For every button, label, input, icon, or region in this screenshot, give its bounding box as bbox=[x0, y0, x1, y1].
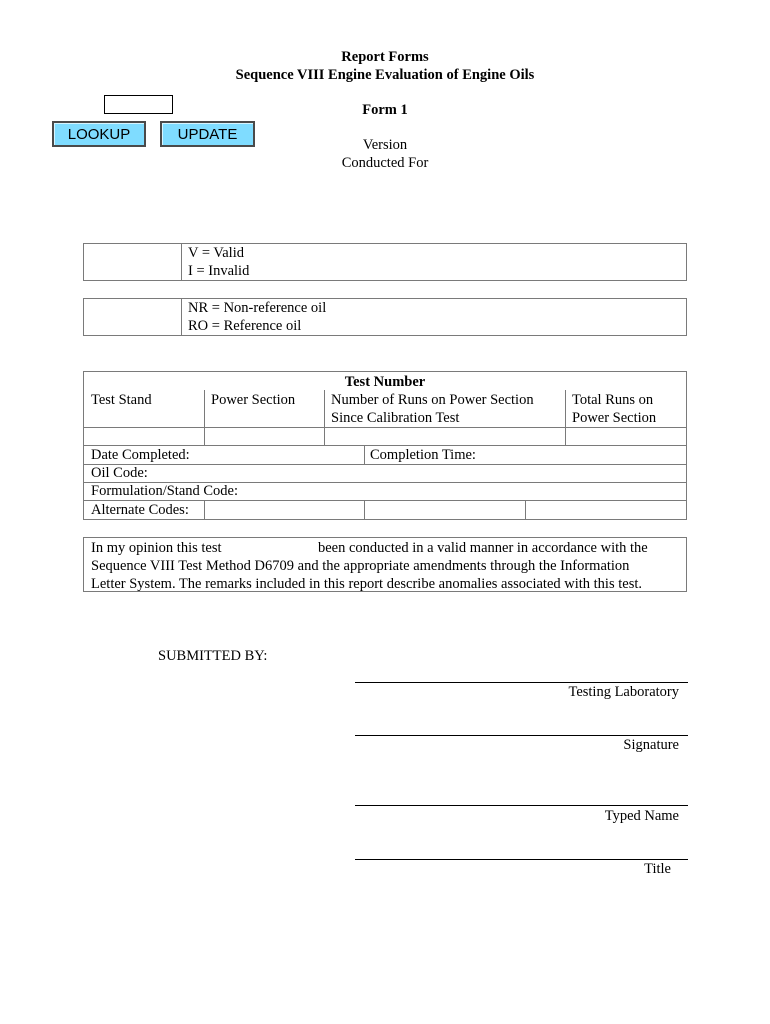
signature-label: Signature bbox=[623, 737, 679, 753]
col-test-stand: Test Stand bbox=[91, 392, 152, 408]
update-button[interactable]: UPDATE bbox=[160, 121, 255, 147]
typed-name-label: Typed Name bbox=[604, 808, 679, 824]
alt-divider-3 bbox=[525, 500, 526, 520]
title-line bbox=[355, 859, 688, 860]
col-total-line2: Power Section bbox=[572, 410, 657, 426]
title-label: Title bbox=[644, 861, 671, 877]
report-title: Report Forms bbox=[341, 49, 429, 65]
lookup-input[interactable] bbox=[104, 95, 173, 114]
formulation-code-label: Formulation/Stand Code: bbox=[91, 483, 239, 499]
row-divider-1 bbox=[83, 427, 687, 428]
version-label: Version bbox=[362, 137, 408, 153]
oil-type-box bbox=[83, 298, 687, 336]
col-runs-line1: Number of Runs on Power Section bbox=[331, 392, 534, 408]
lookup-button[interactable]: LOOKUP bbox=[52, 121, 146, 147]
date-time-divider bbox=[364, 445, 365, 464]
valid-legend: V = Valid bbox=[188, 245, 244, 261]
testing-laboratory-label: Testing Laboratory bbox=[568, 684, 679, 700]
statement-part1: In my opinion this test bbox=[91, 540, 222, 556]
completion-time-label: Completion Time: bbox=[370, 447, 476, 463]
row-divider-3 bbox=[83, 464, 687, 465]
report-subtitle: Sequence VIII Engine Evaluation of Engine Oils bbox=[235, 67, 535, 83]
invalid-legend: I = Invalid bbox=[188, 263, 250, 279]
conducted-for-label: Conducted For bbox=[341, 155, 429, 171]
col-divider-1 bbox=[204, 390, 205, 445]
col-runs-line2: Since Calibration Test bbox=[331, 410, 460, 426]
alt-divider-2 bbox=[364, 500, 365, 520]
alternate-codes-label: Alternate Codes: bbox=[91, 502, 189, 518]
statement-line3: Letter System. The remarks included in this report describe anomalies associated with this test. bbox=[91, 576, 642, 592]
validity-divider bbox=[181, 243, 182, 281]
col-power-section: Power Section bbox=[211, 392, 296, 408]
alt-divider-1 bbox=[204, 500, 205, 520]
statement-part2: been conducted in a valid manner in accordance with the bbox=[318, 540, 648, 556]
col-divider-3 bbox=[565, 390, 566, 445]
validity-box bbox=[83, 243, 687, 281]
form-number: Form 1 bbox=[362, 102, 408, 118]
statement-line2: Sequence VIII Test Method D6709 and the appropriate amendments through the Information bbox=[91, 558, 630, 574]
typed-name-line bbox=[355, 805, 688, 806]
non-reference-legend: NR = Non-reference oil bbox=[188, 300, 327, 316]
col-divider-2 bbox=[324, 390, 325, 445]
reference-legend: RO = Reference oil bbox=[188, 318, 302, 334]
test-number-title: Test Number bbox=[344, 374, 426, 390]
col-total-line1: Total Runs on bbox=[572, 392, 654, 408]
submitted-by-label: SUBMITTED BY: bbox=[158, 648, 268, 664]
oil-type-divider bbox=[181, 298, 182, 336]
oil-code-label: Oil Code: bbox=[91, 465, 148, 481]
date-completed-label: Date Completed: bbox=[91, 447, 190, 463]
